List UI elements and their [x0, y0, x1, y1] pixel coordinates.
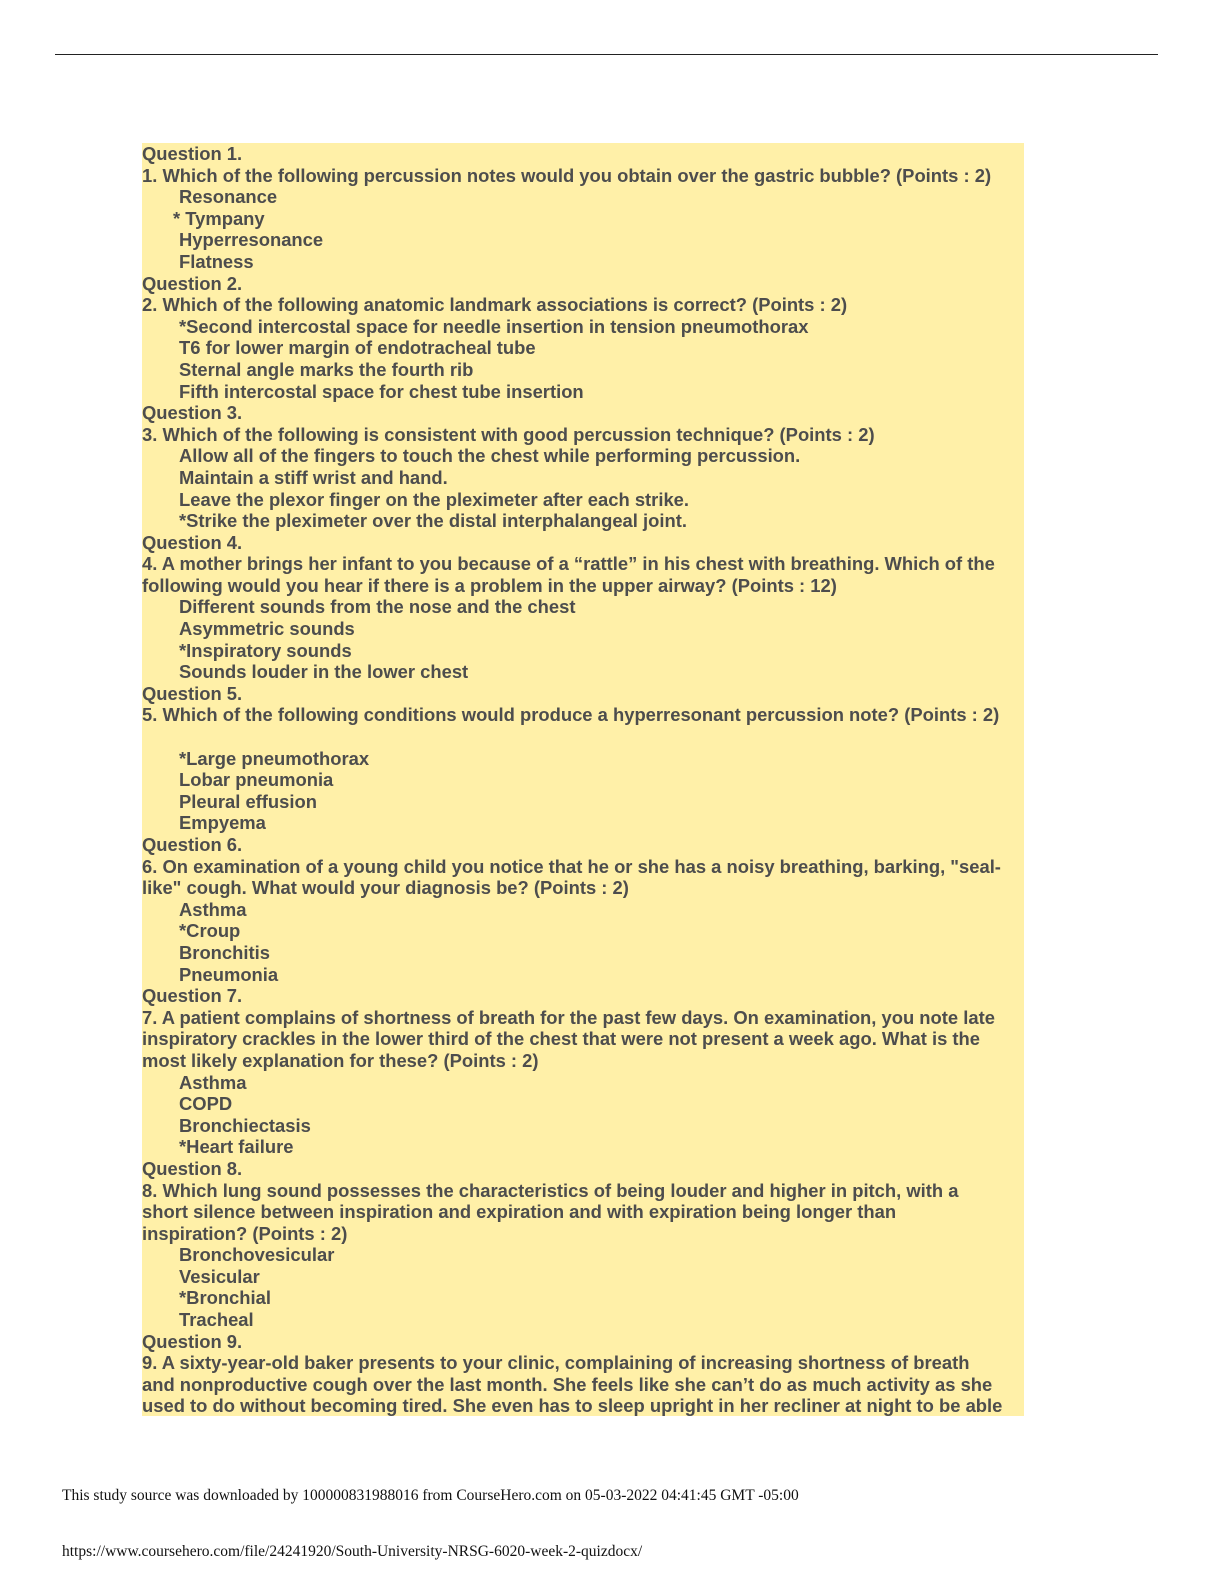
- question-text: 1. Which of the following percussion notes would you obtain over the gastric bubble? (Points : 2): [142, 164, 992, 186]
- answer-option: Allow all of the fingers to touch the chest while performing percussion.: [179, 445, 801, 467]
- answer-option: Asthma: [179, 1071, 247, 1093]
- question-label: Question 2.: [142, 272, 243, 294]
- question-text: like" cough. What would your diagnosis be? (Points : 2): [142, 877, 629, 899]
- question-text: inspiration? (Points : 2): [142, 1222, 348, 1244]
- answer-option: Maintain a stiff wrist and hand.: [179, 466, 448, 488]
- answer-option: Resonance: [179, 186, 278, 208]
- question-text: 6. On examination of a young child you notice that he or she has a noisy breathing, barking, "seal-: [142, 855, 1001, 877]
- question-label: Question 1.: [142, 143, 243, 164]
- answer-option: Asymmetric sounds: [179, 618, 355, 640]
- answer-option: T6 for lower margin of endotracheal tube: [179, 337, 536, 359]
- answer-option: Hyperresonance: [179, 229, 324, 251]
- question-label: Question 3.: [142, 402, 243, 424]
- answer-option: Pleural effusion: [179, 790, 317, 812]
- question-text: 9. A sixty-year-old baker presents to your clinic, complaining of increasing shortness of breath: [142, 1352, 970, 1374]
- answer-option: Flatness: [179, 250, 254, 272]
- answer-option: COPD: [179, 1093, 233, 1115]
- question-text: 3. Which of the following is consistent with good percussion technique? (Points : 2): [142, 423, 875, 445]
- question-text: 8. Which lung sound possesses the characteristics of being louder and higher in pitch, with a: [142, 1179, 959, 1201]
- question-text: 7. A patient complains of shortness of breath for the past few days. On examination, you note late: [142, 1006, 995, 1028]
- blank-line: [142, 726, 1024, 748]
- question-label: Question 8.: [142, 1157, 243, 1179]
- answer-option-correct: *Strike the pleximeter over the distal interphalangeal joint.: [179, 510, 687, 532]
- answer-option: Asthma: [179, 898, 247, 920]
- question-label: Question 5.: [142, 682, 243, 704]
- answer-option-correct: *Large pneumothorax: [179, 747, 370, 769]
- source-url: https://www.coursehero.com/file/24241920/South-University-NRSG-6020-week-2-quizdocx/: [62, 1543, 643, 1560]
- question-text: 5. Which of the following conditions would produce a hyperresonant percussion note? (Points : 2): [142, 704, 1000, 726]
- answer-option: Bronchovesicular: [179, 1244, 335, 1266]
- question-text: following would you hear if there is a problem in the upper airway? (Points : 12): [142, 574, 837, 596]
- answer-option: Different sounds from the nose and the chest: [179, 596, 576, 618]
- answer-option: Vesicular: [179, 1265, 260, 1287]
- answer-option: Sounds louder in the lower chest: [179, 661, 469, 683]
- question-text: and nonproductive cough over the last month. She feels like she can’t do as much activity as she: [142, 1373, 993, 1395]
- question-label: Question 6.: [142, 834, 243, 855]
- answer-option: Lobar pneumonia: [179, 769, 334, 791]
- download-source-notice: This study source was downloaded by 100000831988016 from CourseHero.com on 05-03-2022 04:41:45 GMT -05:00: [62, 1487, 799, 1504]
- question-label: Question 4.: [142, 531, 243, 553]
- answer-option: Pneumonia: [179, 963, 279, 985]
- question-label: Question 9.: [142, 1330, 243, 1352]
- answer-option-correct: *Bronchial: [179, 1287, 271, 1309]
- question-label: Question 7.: [142, 985, 243, 1007]
- quiz-content: [142, 143, 1024, 1416]
- top-divider: [55, 54, 1158, 55]
- question-text: 4. A mother brings her infant to you because of a “rattle” in his chest with breathing. Which of the: [142, 553, 995, 575]
- answer-option-correct: *Croup: [179, 920, 241, 942]
- question-text: most likely explanation for these? (Points : 2): [142, 1049, 539, 1071]
- question-text: short silence between inspiration and expiration and with expiration being longer than: [142, 1201, 897, 1223]
- answer-option: Empyema: [179, 812, 266, 834]
- answer-option-correct: *Heart failure: [179, 1136, 294, 1158]
- question-text: inspiratory crackles in the lower third of the chest that were not present a week ago. What is the: [142, 1028, 980, 1050]
- answer-option-correct: *Second intercostal space for needle insertion in tension pneumothorax: [179, 315, 809, 337]
- question-text: used to do without becoming tired. She even has to sleep upright in her recliner at night to be able: [142, 1395, 1003, 1416]
- answer-option: Bronchitis: [179, 941, 270, 963]
- answer-option: Tracheal: [179, 1309, 254, 1331]
- answer-option: Fifth intercostal space for chest tube insertion: [179, 380, 584, 402]
- question-text: 2. Which of the following anatomic landmark associations is correct? (Points : 2): [142, 294, 848, 316]
- answer-option-correct: * Tympany: [173, 207, 265, 229]
- answer-option: Sternal angle marks the fourth rib: [179, 358, 474, 380]
- answer-option: Leave the plexor finger on the pleximeter after each strike.: [179, 488, 690, 510]
- answer-option-correct: *Inspiratory sounds: [179, 639, 352, 661]
- answer-option: Bronchiectasis: [179, 1114, 311, 1136]
